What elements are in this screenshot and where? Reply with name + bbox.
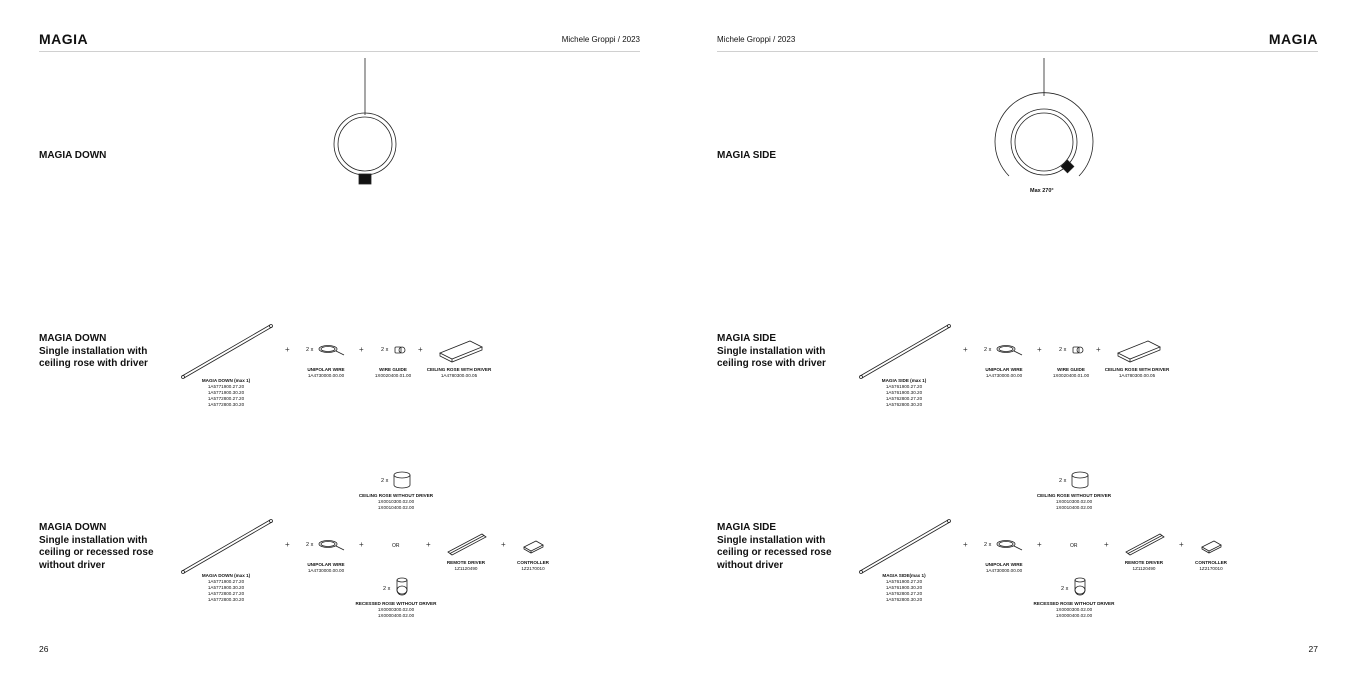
- recessed-rose-label: RECESSED ROSE WITHOUT DRIVER 1X0000300.02.00 1X0000400.02.00: [1033, 601, 1115, 618]
- hero-title: MAGIA SIDE: [717, 150, 777, 161]
- wire-coil-icon: [996, 344, 1024, 356]
- config2-wire-label: UNIPOLAR WIRE 1A4730000.00.00: [307, 562, 345, 573]
- plus-sign: +: [501, 540, 506, 549]
- plus-sign: +: [1179, 540, 1184, 549]
- config1-rose-label: CEILING ROSE WITH DRIVER 1A4780300.00.05: [1104, 367, 1170, 378]
- config2-lamp-label: MAGIA DOWN (max 1) 1A5771900.27.20 1A5771900.30.20 1A5772800.27.20 1A5772800.30.20: [201, 573, 251, 602]
- page-number: 26: [39, 644, 49, 654]
- plus-sign: +: [426, 540, 431, 549]
- config2-lamp-label: MAGIA SIDE(max 1) 1A5761900.27.20 1A5761900.30.20 1A5762800.27.20 1A5762800.30.20: [882, 573, 926, 602]
- config1-title: MAGIA DOWN Single installation with ceiling rose with driver: [39, 333, 148, 369]
- plus-sign: +: [1037, 345, 1042, 354]
- wire-coil-icon: [318, 539, 346, 551]
- ceiling-rose-label: CEILING ROSE WITHOUT DRIVER 1X0010300.02.00 1X0010400.02.00: [1036, 493, 1112, 510]
- controller-label: CONTROLLER 1Z2170010: [1195, 560, 1227, 571]
- brand-title: MAGIA: [1268, 31, 1318, 47]
- remote-driver-label: REMOTE DRIVER 1Z1120490: [446, 560, 486, 571]
- config1-guide-label: WIRE GUIDE 1X0020400.01.00: [1052, 367, 1090, 378]
- config2-wire-label: UNIPOLAR WIRE 1A4730000.00.00: [985, 562, 1023, 573]
- wire-coil-icon: [318, 344, 346, 356]
- recessed-rose-label: RECESSED ROSE WITHOUT DRIVER 1X0000300.02.00 1X0000400.02.00: [355, 601, 437, 618]
- ceiling-rose-with-driver-icon: [438, 337, 484, 363]
- ceiling-rose-without-driver-icon: [393, 471, 411, 491]
- ceiling-rose-label: CEILING ROSE WITHOUT DRIVER 1X0010300.02.00 1X0010400.02.00: [358, 493, 434, 510]
- max-rotation-label: Max 270°: [1030, 188, 1054, 194]
- guide-qty: 2 x: [1059, 347, 1067, 353]
- designer-credit: Michele Groppi / 2023: [717, 35, 796, 44]
- lamp-rod-icon: [858, 322, 952, 380]
- ceiling-rose-with-driver-icon: [1116, 337, 1162, 363]
- header-divider: [39, 51, 640, 52]
- brand-title: MAGIA: [39, 31, 89, 47]
- plus-sign: +: [359, 345, 364, 354]
- header-divider: [717, 51, 1318, 52]
- recessed-rose-qty: 2 x: [1061, 586, 1069, 592]
- plus-sign: +: [418, 345, 423, 354]
- recessed-rose-qty: 2 x: [383, 586, 391, 592]
- wire-qty: 2 x: [984, 347, 992, 353]
- wire-qty: 2 x: [306, 347, 314, 353]
- recessed-rose-icon: [1073, 576, 1087, 598]
- plus-sign: +: [359, 540, 364, 549]
- designer-credit: Michele Groppi / 2023: [561, 35, 640, 44]
- wire-guide-icon: [394, 344, 406, 356]
- ceiling-rose-qty: 2 x: [1059, 478, 1067, 484]
- controller-icon: [522, 538, 546, 554]
- remote-driver-label: REMOTE DRIVER 1Z1120490: [1124, 560, 1164, 571]
- plus-sign: +: [963, 345, 968, 354]
- plus-sign: +: [1037, 540, 1042, 549]
- config2-title: MAGIA DOWN Single installation with ceiling or recessed rose without driver: [39, 522, 154, 571]
- wire-qty: 2 x: [984, 542, 992, 548]
- magia-side-ring-icon: [994, 58, 1094, 188]
- plus-sign: +: [285, 345, 290, 354]
- lamp-rod-icon: [858, 517, 952, 575]
- wire-qty: 2 x: [306, 542, 314, 548]
- remote-driver-icon: [446, 532, 488, 558]
- plus-sign: +: [1104, 540, 1109, 549]
- hero-title: MAGIA DOWN: [39, 150, 107, 161]
- config1-rose-label: CEILING ROSE WITH DRIVER 1A4780300.00.05: [426, 367, 492, 378]
- page-number: 27: [1308, 644, 1318, 654]
- controller-icon: [1200, 538, 1224, 554]
- lamp-rod-icon: [180, 322, 274, 380]
- wire-coil-icon: [996, 539, 1024, 551]
- remote-driver-icon: [1124, 532, 1166, 558]
- config1-lamp-label: MAGIA DOWN (max 1) 1A5771900.27.20 1A5771900.30.20 1A5772800.27.20 1A5772800.30.20: [201, 378, 251, 407]
- plus-sign: +: [285, 540, 290, 549]
- lamp-rod-icon: [180, 517, 274, 575]
- magia-down-ring-icon: [320, 58, 410, 188]
- wire-guide-icon: [1072, 344, 1084, 356]
- or-separator: OR: [392, 543, 400, 549]
- config2-title: MAGIA SIDE Single installation with ceiling or recessed rose without driver: [717, 522, 832, 571]
- config1-wire-label: UNIPOLAR WIRE 1A4730000.00.00: [985, 367, 1023, 378]
- config1-lamp-label: MAGIA SIDE (max 1) 1A5761900.27.20 1A5761900.30.20 1A5762800.27.20 1A5762800.30.20: [881, 378, 927, 407]
- or-separator: OR: [1070, 543, 1078, 549]
- plus-sign: +: [963, 540, 968, 549]
- controller-label: CONTROLLER 1Z2170010: [517, 560, 549, 571]
- config1-wire-label: UNIPOLAR WIRE 1A4730000.00.00: [307, 367, 345, 378]
- config1-title: MAGIA SIDE Single installation with ceiling rose with driver: [717, 333, 826, 369]
- right-page: [678, 0, 1356, 678]
- ceiling-rose-qty: 2 x: [381, 478, 389, 484]
- ceiling-rose-without-driver-icon: [1071, 471, 1089, 491]
- config1-guide-label: WIRE GUIDE 1X0020400.01.00: [374, 367, 412, 378]
- guide-qty: 2 x: [381, 347, 389, 353]
- plus-sign: +: [1096, 345, 1101, 354]
- recessed-rose-icon: [395, 576, 409, 598]
